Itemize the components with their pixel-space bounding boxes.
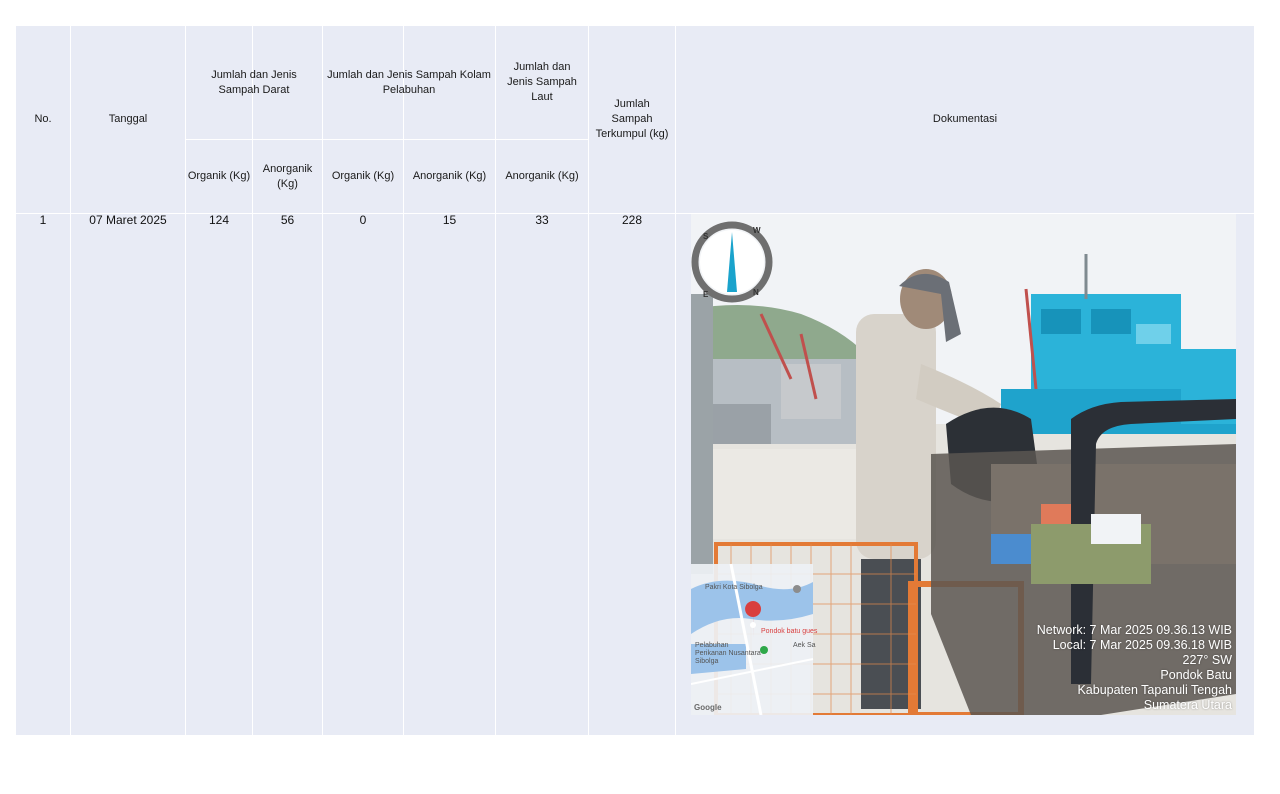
map-label-top: Pakri Kota Sibolga [705,584,763,591]
compass-letter-e: E [703,290,709,299]
map-label-right: Aek Sa [793,642,816,649]
overlay-local-time: Local: 7 Mar 2025 09.36.18 WIB [1052,638,1232,652]
overlay-network-time: Network: 7 Mar 2025 09.36.13 WIB [1036,623,1232,637]
subheader-darat-organik: Organik (Kg) [187,170,251,182]
data-table [16,26,1254,735]
overlay-regency: Kabupaten Tapanuli Tengah [1077,683,1232,697]
compass-letter-w: W [753,226,761,235]
cell-tanggal: 07 Maret 2025 [89,213,167,227]
header-tanggal: Tanggal [108,113,148,125]
compass-letter-s: S [703,232,709,241]
header-kolam-pelabuhan: Jumlah dan Jenis Sampah Kolam Pelabuhan [327,68,491,96]
cell-darat-organik: 124 [208,213,230,227]
documentation-photo [691,214,1236,715]
subheader-laut-anorganik: Anorganik (Kg) [505,170,579,182]
overlay-location: Pondok Batu [1160,668,1232,682]
cell-darat-anorganik: 56 [280,213,295,227]
subheader-darat-anorganik: Anorganik (Kg) [262,162,313,190]
header-laut: Jumlah dan Jenis Sampah Laut [507,61,577,103]
overlay-heading: 227° SW [1182,653,1232,667]
subheader-kolam-organik: Organik (Kg) [331,170,395,182]
header-darat: Jumlah dan Jenis Sampah Darat [211,68,297,96]
overlay-province: Sumatera Utara [1143,698,1232,712]
map-label-left: Pelabuhan Perikanan Nusantara Sibolga [695,642,761,665]
header-dokumentasi: Dokumentasi [932,113,998,125]
google-logo: Google [694,703,722,712]
header-no: No. [34,113,52,125]
map-label-pin: Pondok batu gues [761,628,818,635]
cell-total: 228 [621,213,643,227]
subheader-kolam-anorganik: Anorganik (Kg) [412,170,487,182]
header-total: Jumlah Sampah Terkumpul (kg) [595,98,669,140]
cell-no: 1 [39,213,47,227]
compass-letter-n: N [753,288,759,297]
cell-kolam-organik: 0 [359,213,367,227]
cell-laut-anorganik: 33 [535,213,549,227]
photo-geotag-overlay [1037,623,1232,713]
cell-kolam-anorganik: 15 [442,213,457,227]
